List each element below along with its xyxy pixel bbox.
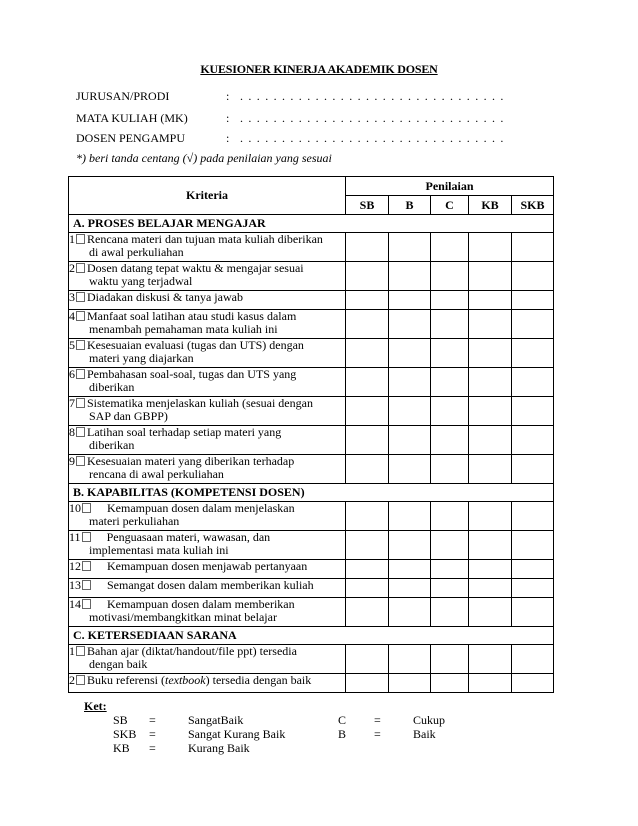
criterion-number: 9 xyxy=(69,454,75,468)
rating-cell-sb[interactable] xyxy=(346,426,389,455)
criterion-cell xyxy=(69,645,346,674)
criterion-number: 12 xyxy=(69,559,81,573)
rating-cell-skb[interactable] xyxy=(512,368,554,397)
criterion-cell xyxy=(69,262,346,291)
checkbox-glyph-icon xyxy=(76,456,85,466)
field-colon: : xyxy=(226,89,230,103)
rating-cell-sb[interactable] xyxy=(346,233,389,262)
criterion-text-line2: diberikan xyxy=(89,380,135,394)
rating-cell-c[interactable] xyxy=(431,560,469,579)
criterion-text-italic: textbook xyxy=(164,673,206,687)
criterion-text: Buku referensi ( xyxy=(87,673,165,687)
section-title: B. KAPABILITAS (KOMPETENSI DOSEN) xyxy=(69,484,554,502)
rating-cell-b[interactable] xyxy=(389,560,431,579)
rating-cell-b[interactable] xyxy=(389,233,431,262)
criterion-cell xyxy=(69,560,346,579)
rating-cell-skb[interactable] xyxy=(512,310,554,339)
criterion-number: 6 xyxy=(69,367,75,381)
criterion-number: 11 xyxy=(69,530,81,544)
rating-cell-sb[interactable] xyxy=(346,531,389,560)
rating-cell-sb[interactable] xyxy=(346,291,389,310)
checkbox-glyph-icon xyxy=(82,599,91,609)
rating-cell-kb[interactable] xyxy=(469,262,512,291)
rating-cell-b[interactable] xyxy=(389,455,431,484)
rating-col-sb: SB xyxy=(346,196,389,215)
rating-cell-b[interactable] xyxy=(389,291,431,310)
legend-equals: = xyxy=(374,713,381,727)
criterion-cell xyxy=(69,531,346,560)
criterion-text: Manfaat soal latihan atau studi kasus dalam xyxy=(87,309,297,323)
legend-abbr: B xyxy=(338,727,347,741)
table-row xyxy=(69,339,554,368)
criterion-text: Pembahasan soal-soal, tugas dan UTS yang xyxy=(87,367,297,381)
rating-cell-skb[interactable] xyxy=(512,233,554,262)
criterion-cell xyxy=(69,291,346,310)
criterion-cell xyxy=(69,426,346,455)
criterion-text: Kemampuan dosen dalam memberikan xyxy=(107,597,295,611)
criterion-number: 1 xyxy=(69,644,75,658)
rating-cell-c[interactable] xyxy=(431,455,469,484)
criterion-cell xyxy=(69,339,346,368)
legend-abbr: SB xyxy=(113,713,128,727)
rating-cell-kb[interactable] xyxy=(469,579,512,598)
criterion-text: Latihan soal terhadap setiap materi yang xyxy=(87,425,282,439)
rating-cell-sb[interactable] xyxy=(346,502,389,531)
rating-cell-b[interactable] xyxy=(389,368,431,397)
section-row xyxy=(69,627,554,645)
rating-cell-kb[interactable] xyxy=(469,397,512,426)
rating-cell-c[interactable] xyxy=(431,233,469,262)
criterion-text: Kesesuaian evaluasi (tugas dan UTS) dengan xyxy=(87,338,304,352)
criterion-text: Dosen datang tepat waktu & mengajar sesuai xyxy=(87,261,304,275)
rating-cell-skb[interactable] xyxy=(512,426,554,455)
criterion-text: Kesesuaian materi yang diberikan terhadap xyxy=(87,454,295,468)
legend-equals: = xyxy=(374,727,381,741)
checkbox-glyph-icon xyxy=(76,646,85,656)
legend-abbr: KB xyxy=(113,741,130,755)
table-row xyxy=(69,674,554,693)
rating-cell-c[interactable] xyxy=(431,674,469,693)
criterion-number: 13 xyxy=(69,578,81,592)
criterion-text-line2: rencana di awal perkuliahan xyxy=(89,467,224,481)
rating-cell-skb[interactable] xyxy=(512,579,554,598)
rating-cell-c[interactable] xyxy=(431,262,469,291)
criterion-text-line2: motivasi/membangkitkan minat belajar xyxy=(89,610,277,624)
table-row xyxy=(69,579,554,598)
legend-equals: = xyxy=(149,713,156,727)
checkbox-glyph-icon xyxy=(76,263,85,273)
rating-cell-c[interactable] xyxy=(431,598,469,627)
rating-cell-c[interactable] xyxy=(431,579,469,598)
table-row xyxy=(69,262,554,291)
criterion-text-line2: materi yang diajarkan xyxy=(89,351,194,365)
table-row xyxy=(69,397,554,426)
rating-cell-kb[interactable] xyxy=(469,560,512,579)
criterion-text: Kemampuan dosen dalam menjelaskan xyxy=(107,501,295,515)
section-row xyxy=(69,484,554,502)
rating-cell-sb[interactable] xyxy=(346,598,389,627)
rating-col-b: B xyxy=(389,196,431,215)
criterion-cell xyxy=(69,598,346,627)
rating-cell-kb[interactable] xyxy=(469,310,512,339)
table-row xyxy=(69,531,554,560)
fill-in-line[interactable]: . . . . . . . . . . . . . . . . . . . . . . . . . . . . . . . . xyxy=(240,89,505,103)
rating-cell-kb[interactable] xyxy=(469,531,512,560)
rating-cell-skb[interactable] xyxy=(512,262,554,291)
criterion-text-line2: materi perkuliahan xyxy=(89,514,180,528)
checkbox-glyph-icon xyxy=(76,369,85,379)
rating-cell-sb[interactable] xyxy=(346,579,389,598)
criterion-text: Penguasaan materi, wawasan, dan xyxy=(106,530,271,544)
criterion-cell xyxy=(69,502,346,531)
rating-cell-skb[interactable] xyxy=(512,291,554,310)
legend-heading: Ket: xyxy=(84,699,107,713)
checkbox-glyph-icon xyxy=(76,234,85,244)
rating-cell-sb[interactable] xyxy=(346,674,389,693)
rating-cell-sb[interactable] xyxy=(346,368,389,397)
rating-cell-b[interactable] xyxy=(389,339,431,368)
legend-equals: = xyxy=(149,741,156,755)
legend-desc: SangatBaik xyxy=(188,713,244,727)
rating-cell-kb[interactable] xyxy=(469,455,512,484)
rating-cell-kb[interactable] xyxy=(469,426,512,455)
rating-cell-sb[interactable] xyxy=(346,339,389,368)
criterion-text-line2: di awal perkuliahan xyxy=(89,245,184,259)
table-row xyxy=(69,291,554,310)
table-row xyxy=(69,233,554,262)
rating-cell-sb[interactable] xyxy=(346,310,389,339)
criterion-number: 14 xyxy=(69,597,81,611)
questionnaire-table xyxy=(68,176,554,693)
criterion-number: 2 xyxy=(69,673,75,687)
rating-cell-b[interactable] xyxy=(389,531,431,560)
rating-cell-skb[interactable] xyxy=(512,531,554,560)
rating-cell-b[interactable] xyxy=(389,579,431,598)
checkbox-glyph-icon xyxy=(82,532,91,542)
legend-abbr: C xyxy=(338,713,347,727)
checkbox-glyph-icon xyxy=(76,292,85,302)
rating-cell-sb[interactable] xyxy=(346,455,389,484)
criteria-header: Kriteria xyxy=(69,177,346,215)
rating-cell-kb[interactable] xyxy=(469,291,512,310)
rating-cell-skb[interactable] xyxy=(512,674,554,693)
instruction-note: *) beri tanda centang (√) pada penilaian yang sesuai xyxy=(76,151,332,165)
section-title: C. KETERSEDIAAN SARANA xyxy=(69,627,554,645)
table-row xyxy=(69,426,554,455)
rating-col-skb: SKB xyxy=(512,196,554,215)
criterion-number: 3 xyxy=(69,290,75,304)
rating-cell-skb[interactable] xyxy=(512,598,554,627)
criterion-text: Sistematika menjelaskan kuliah (sesuai dengan xyxy=(87,396,313,410)
criterion-text: ) tersedia dengan baik xyxy=(205,673,312,687)
criterion-text: Rencana materi dan tujuan mata kuliah diberikan xyxy=(87,232,323,246)
criterion-number: 8 xyxy=(69,425,75,439)
fill-in-line[interactable]: . . . . . . . . . . . . . . . . . . . . . . . . . . . . . . . . xyxy=(240,111,505,125)
rating-cell-skb[interactable] xyxy=(512,397,554,426)
legend-abbr: SKB xyxy=(113,727,137,741)
rating-cell-c[interactable] xyxy=(431,368,469,397)
criterion-text-line2: diberikan xyxy=(89,438,135,452)
legend-desc: Baik xyxy=(413,727,436,741)
checkbox-glyph-icon xyxy=(76,340,85,350)
rating-cell-c[interactable] xyxy=(431,310,469,339)
criterion-text-line2: implementasi mata kuliah ini xyxy=(89,543,229,557)
field-colon: : xyxy=(226,111,230,125)
field-label: JURUSAN/PRODI xyxy=(76,89,170,103)
criterion-number: 4 xyxy=(69,309,75,323)
rating-cell-skb[interactable] xyxy=(512,455,554,484)
table-row xyxy=(69,310,554,339)
rating-cell-skb[interactable] xyxy=(512,502,554,531)
rating-cell-skb[interactable] xyxy=(512,560,554,579)
criterion-text-line2: dengan baik xyxy=(89,657,148,671)
criterion-text-line2: waktu yang terjadwal xyxy=(89,274,193,288)
rating-cell-sb[interactable] xyxy=(346,397,389,426)
criterion-text: Diadakan diskusi & tanya jawab xyxy=(87,290,243,304)
criterion-cell xyxy=(69,579,346,598)
criterion-text: Bahan ajar (diktat/handout/file ppt) tersedia xyxy=(87,644,297,658)
rating-cell-c[interactable] xyxy=(431,339,469,368)
criterion-cell xyxy=(69,310,346,339)
rating-cell-c[interactable] xyxy=(431,531,469,560)
criterion-text-line2: menambah pemahaman mata kuliah ini xyxy=(89,322,278,336)
table-row xyxy=(69,455,554,484)
rating-col-kb: KB xyxy=(469,196,512,215)
rating-cell-sb[interactable] xyxy=(346,560,389,579)
legend-desc: Kurang Baik xyxy=(188,741,250,755)
criterion-text-line2: SAP dan GBPP) xyxy=(89,409,168,423)
rating-cell-c[interactable] xyxy=(431,397,469,426)
criterion-text: Semangat dosen dalam memberikan kuliah xyxy=(107,578,314,592)
criterion-cell xyxy=(69,455,346,484)
legend-desc: Sangat Kurang Baik xyxy=(188,727,286,741)
criterion-cell xyxy=(69,233,346,262)
table-row xyxy=(69,645,554,674)
legend-desc: Cukup xyxy=(413,713,446,727)
criterion-cell xyxy=(69,397,346,426)
rating-header: Penilaian xyxy=(346,177,554,196)
rating-cell-c[interactable] xyxy=(431,645,469,674)
checkbox-glyph-icon xyxy=(76,427,85,437)
rating-cell-c[interactable] xyxy=(431,502,469,531)
criterion-number: 5 xyxy=(69,338,75,352)
rating-cell-kb[interactable] xyxy=(469,674,512,693)
rating-cell-kb[interactable] xyxy=(469,368,512,397)
rating-cell-c[interactable] xyxy=(431,426,469,455)
checkbox-glyph-icon xyxy=(82,580,91,590)
criterion-number: 2 xyxy=(69,261,75,275)
criterion-cell xyxy=(69,674,346,693)
table-row xyxy=(69,560,554,579)
rating-cell-b[interactable] xyxy=(389,502,431,531)
rating-cell-sb[interactable] xyxy=(346,645,389,674)
criterion-number: 10 xyxy=(69,501,81,515)
rating-cell-kb[interactable] xyxy=(469,502,512,531)
section-row xyxy=(69,215,554,233)
section-title: A. PROSES BELAJAR MENGAJAR xyxy=(69,215,554,233)
table-row xyxy=(69,502,554,531)
rating-cell-b[interactable] xyxy=(389,645,431,674)
criterion-text: Kemampuan dosen menjawab pertanyaan xyxy=(107,559,308,573)
checkbox-glyph-icon xyxy=(76,311,85,321)
rating-cell-b[interactable] xyxy=(389,598,431,627)
field-label: MATA KULIAH (MK) xyxy=(76,111,188,125)
criterion-number: 7 xyxy=(69,396,75,410)
page-title: KUESIONER KINERJA AKADEMIK DOSEN xyxy=(200,62,438,76)
legend-equals: = xyxy=(149,727,156,741)
rating-col-c: C xyxy=(431,196,469,215)
rating-cell-b[interactable] xyxy=(389,674,431,693)
rating-cell-skb[interactable] xyxy=(512,339,554,368)
field-label: DOSEN PENGAMPU xyxy=(76,131,186,145)
table-row xyxy=(69,368,554,397)
table-row xyxy=(69,598,554,627)
rating-cell-kb[interactable] xyxy=(469,645,512,674)
rating-cell-b[interactable] xyxy=(389,426,431,455)
checkbox-glyph-icon xyxy=(76,398,85,408)
rating-cell-kb[interactable] xyxy=(469,339,512,368)
rating-cell-skb[interactable] xyxy=(512,645,554,674)
checkbox-glyph-icon xyxy=(76,675,85,685)
fill-in-line[interactable]: . . . . . . . . . . . . . . . . . . . . . . . . . . . . . . . . xyxy=(240,131,505,145)
criterion-cell xyxy=(69,368,346,397)
criterion-number: 1 xyxy=(69,232,75,246)
rating-cell-sb[interactable] xyxy=(346,262,389,291)
rating-cell-c[interactable] xyxy=(431,291,469,310)
rating-cell-kb[interactable] xyxy=(469,598,512,627)
checkbox-glyph-icon xyxy=(82,503,91,513)
rating-cell-kb[interactable] xyxy=(469,233,512,262)
rating-cell-b[interactable] xyxy=(389,397,431,426)
checkbox-glyph-icon xyxy=(82,561,91,571)
field-colon: : xyxy=(226,131,230,145)
rating-cell-b[interactable] xyxy=(389,262,431,291)
rating-cell-b[interactable] xyxy=(389,310,431,339)
